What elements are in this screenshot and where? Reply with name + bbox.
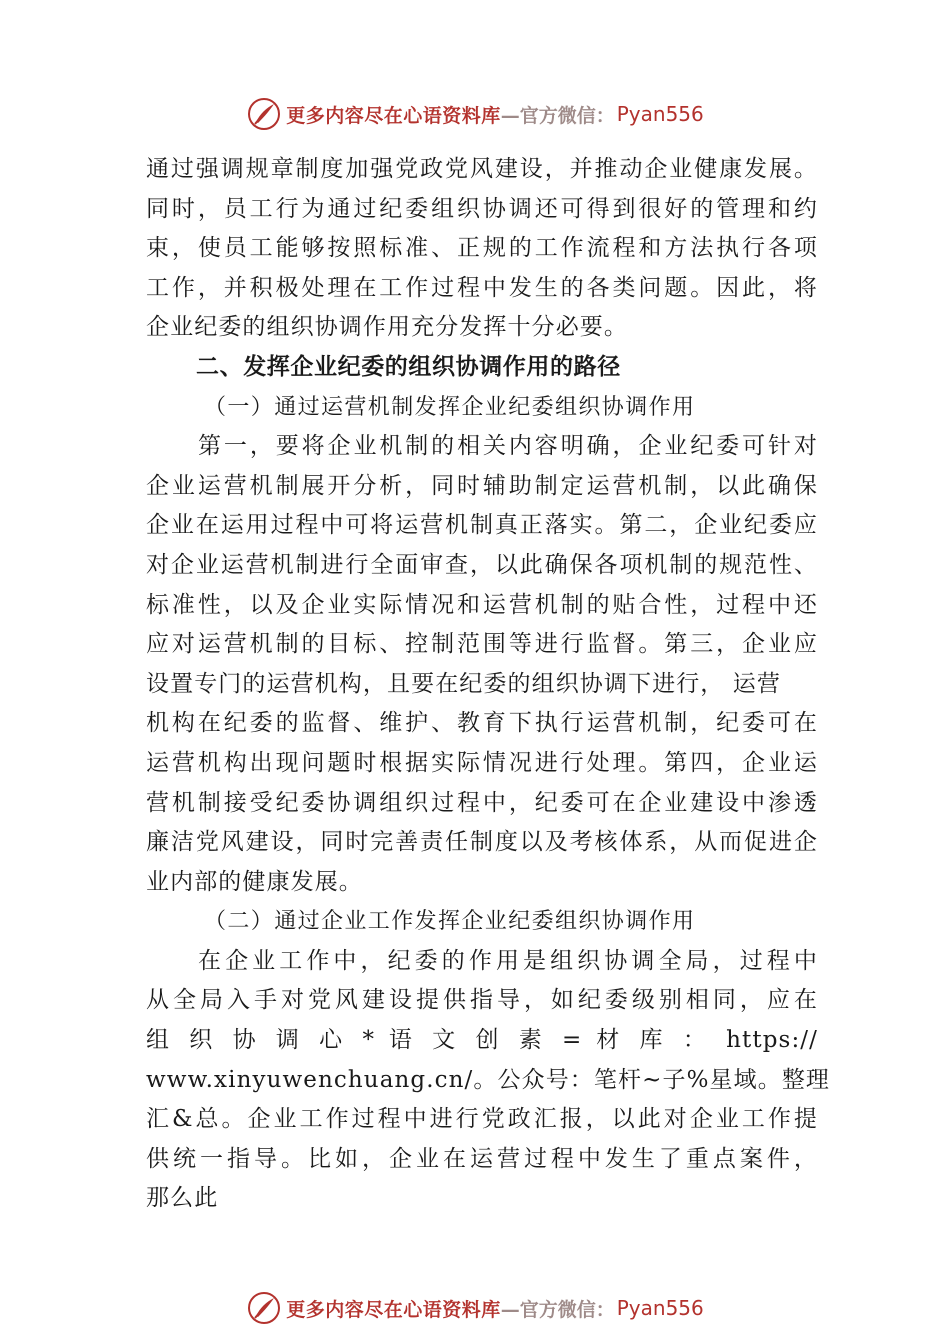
watermark-title: 更多内容尽在心语资料库 <box>286 1298 501 1321</box>
quill-logo-icon <box>246 1290 282 1326</box>
document-body <box>146 150 831 1219</box>
text-line: 对企业运营机制进行全面审查，以此确保各项机制的规范性、 <box>146 551 818 578</box>
text-line: 第一，要将企业机制的相关内容明确，企业纪委可针对 <box>198 433 818 460</box>
watermark-wechat: Pyan556 <box>616 102 704 126</box>
text-line: www.xinyuwenchuang.cn/。公众号：笔杆~子%星域。整理 <box>146 1066 831 1093</box>
text-line: 业内部的健康发展。 <box>146 868 363 895</box>
subsection-heading: （二）通过企业工作发挥企业纪委组织协调作用 <box>204 909 696 935</box>
text-line: 企业在运用过程中可将运营机制真正落实。第二，企业纪委应 <box>146 512 818 539</box>
section-heading: 二、发挥企业纪委的组织协调作用的路径 <box>196 353 621 380</box>
text-line: 在企业工作中，纪委的作用是组织协调全局，过程中 <box>198 947 818 974</box>
text-line: 廉洁党风建设，同时完善责任制度以及考核体系，从而促进企 <box>146 829 818 856</box>
text-line: 组 织 协 调 心 * 语 文 创 素 = 材 库 ： https:// <box>146 1027 818 1054</box>
text-line: 机构在纪委的监督、维护、教育下执行运营机制，纪委可在 <box>146 710 818 737</box>
text-line: 通过强调规章制度加强党政党风建设，并推动企业健康发展。 <box>146 156 818 182</box>
text-line: 汇&总。企业工作过程中进行党政汇报，以此对企业工作提 <box>146 1106 818 1133</box>
text-line: 运营机构出现问题时根据实际情况进行处理。第四，企业运 <box>146 749 818 776</box>
text-line: 从全局入手对党风建设提供指导，如纪委级别相同，应在 <box>146 987 818 1014</box>
watermark-dash: —官方微信： <box>500 104 615 127</box>
watermark-dash: —官方微信： <box>500 1298 615 1321</box>
text-line: 工作，并积极处理在工作过程中发生的各类问题。因此，将 <box>146 274 818 301</box>
watermark-wechat: Pyan556 <box>616 1296 704 1320</box>
text-line: 标准性，以及企业实际情况和运营机制的贴合性，过程中还 <box>146 591 818 618</box>
watermark-title: 更多内容尽在心语资料库 <box>286 104 501 127</box>
text-line: 应对运营机制的目标、控制范围等进行监督。第三，企业应 <box>146 631 818 658</box>
text-line: 那么此 <box>146 1185 219 1212</box>
text-line: 企业纪委的组织协调作用充分发挥十分必要。 <box>146 314 628 341</box>
text-line: 企业运营机制展开分析，同时辅助制定运营机制，以此确保 <box>146 472 818 499</box>
text-line: 同时，员工行为通过纪委组织协调还可得到很好的管理和约 <box>146 195 818 222</box>
text-line: 营机制接受纪委协调组织过程中，纪委可在企业建设中渗透 <box>146 789 818 816</box>
watermark-banner-bottom <box>0 1286 950 1330</box>
subsection-heading: （一）通过运营机制发挥企业纪委组织协调作用 <box>204 394 696 420</box>
text-line: 设置专门的运营机构，且要在纪委的组织协调下进行， 运营 <box>146 670 782 697</box>
quill-logo-icon <box>246 96 282 132</box>
text-line: 束，使员工能够按照标准、正规的工作流程和方法执行各项 <box>146 235 818 262</box>
watermark-banner-top <box>0 92 950 136</box>
text-line: 供统一指导。比如，企业在运营过程中发生了重点案件， <box>146 1145 818 1172</box>
